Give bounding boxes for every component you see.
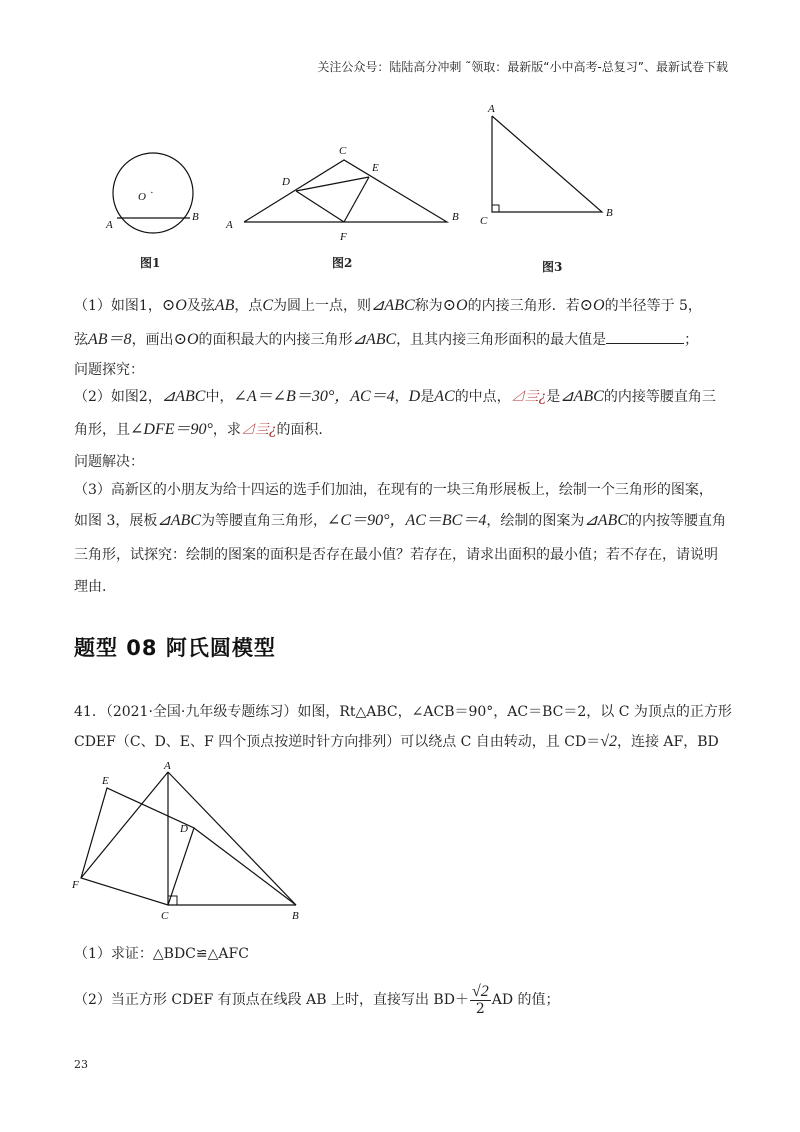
p41-segment-ab — [168, 772, 296, 905]
p40-q3-line3: 三角形，试探究：绘制的图案的面积是否存在最小值？若存在，请求出面积的最小值；若不存在，请说明 — [74, 547, 718, 563]
solve-title: 问题解决： — [74, 454, 144, 470]
p41-q2: （2）当正方形 CDEF 有顶点在线段 AB 上时，直接写出 BD＋ $\frac{√2}{2}$ AD 的值； — [74, 982, 560, 1017]
p40-q3-line2: 如图 3，展板⊿ABC为等腰直角三角形，∠C＝90°，AC＝BC＝4，绘制的图案为⊿ABC的内按等腰直角 — [74, 512, 726, 529]
p41-label-f: F — [72, 879, 79, 891]
fig2-caption: 图2 — [332, 256, 353, 270]
fig1-label-o: O — [138, 191, 146, 203]
p40-q3-line1: （3）高新区的小朋友为给十四运的选手们加油，在现有的一块三角形展板上，绘制一个三角形的图案， — [74, 482, 713, 498]
fig2-segment-de — [296, 177, 369, 191]
answer-blank[interactable] — [606, 331, 684, 344]
p40-q1-line1: （1）如图1，⊙O及弦AB，点C为圆上一点，则⊿ABC称为⊙O的内接三角形．若⊙O的半径等于 5， — [74, 297, 702, 314]
page-number: 23 — [74, 1058, 88, 1071]
p41-line1: 41．（2021·全国·九年级专题练习）如图，Rt△ABC，∠ACB＝90°，AC＝BC＝2，以 C 为顶点的正方形 — [74, 704, 732, 720]
fig1-point-o: · — [150, 187, 154, 199]
fig2-label-f: F — [340, 231, 347, 243]
p40-q1-line2: 弦AB＝8，画出⊙O的面积最大的内接三角形⊿ABC，且其内接三角形面积的最大值是 ； — [74, 331, 699, 348]
fig2-segment-ef — [344, 177, 369, 222]
p41-label-e: E — [102, 775, 109, 787]
p41-line2: CDEF（C、D、E、F 四个顶点按逆时针方向排列）可以绕点 C 自由转动，且 CD＝√2，连接 AF，BD — [74, 733, 719, 750]
p41-square-cdef — [81, 788, 194, 905]
p41-label-d: D — [180, 823, 188, 835]
fig2-label-b: B — [452, 211, 459, 223]
p41-label-b: B — [292, 910, 299, 922]
figure-3 — [478, 98, 628, 233]
fig3-label-b: B — [606, 207, 613, 219]
figure-2 — [222, 140, 472, 250]
fig3-caption: 图3 — [542, 260, 563, 274]
figure-1 — [100, 140, 210, 240]
section-title: 题型 08 阿氏圆模型 — [74, 636, 276, 660]
explore-title: 问题探究： — [74, 362, 144, 378]
page-header: 关注公众号：陆陆高分冲刺 ˜领取：最新版“小中高考-总复习”、最新试卷下载 — [317, 60, 728, 74]
fig1-label-a: A — [106, 219, 113, 231]
fig3-right-angle-mark — [492, 205, 499, 212]
p40-q2-line2: 角形，且∠DFE＝90°，求⊿亖¿的面积. — [74, 421, 323, 438]
figure-p41 — [66, 760, 316, 925]
fraction-sqrt2-over-2: $\frac{√2}{2}$ — [471, 982, 489, 1017]
p40-q3-line4: 理由. — [74, 579, 107, 595]
fig2-label-a: A — [226, 219, 233, 231]
fig3-label-c: C — [480, 215, 488, 227]
p41-segment-af — [81, 772, 168, 878]
fig1-label-b: B — [192, 211, 199, 223]
fig2-segment-df — [296, 191, 344, 222]
p41-label-c: C — [161, 910, 169, 922]
p41-label-a: A — [164, 760, 171, 772]
p41-segment-bd — [194, 828, 296, 905]
fig1-caption: 图1 — [140, 256, 161, 270]
fig2-label-e: E — [372, 162, 379, 174]
p40-q2-line1: （2）如图2，⊿ABC中，∠A＝∠B＝30°，AC＝4，D是AC的中点，⊿亖¿是⊿ABC的内接等腰直角三 — [74, 388, 716, 405]
fig2-label-d: D — [282, 176, 290, 188]
p41-q1: （1）求证：△BDC≌△AFC — [74, 946, 249, 962]
fig3-label-a: A — [488, 103, 495, 115]
fig3-triangle-abc — [492, 116, 602, 212]
fig2-triangle-abc — [244, 160, 447, 222]
fig2-label-c: C — [339, 145, 347, 157]
